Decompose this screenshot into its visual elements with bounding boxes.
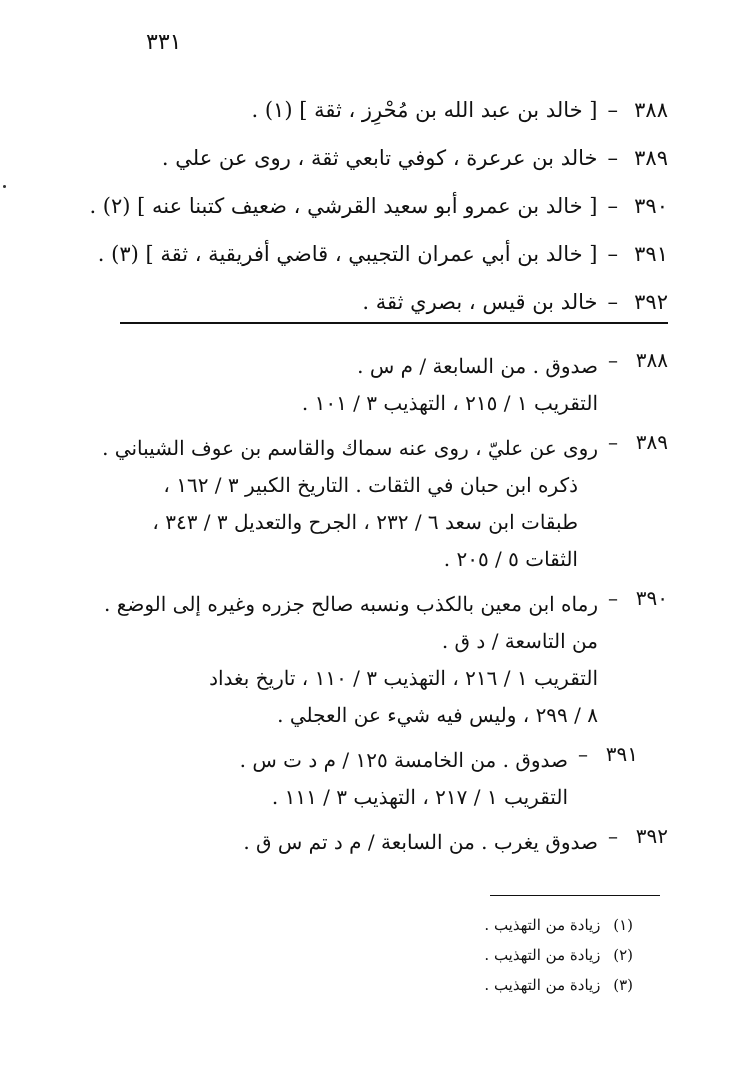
margin-mark [3, 185, 6, 188]
note-dash: – [608, 348, 618, 372]
note-392 [68, 824, 668, 861]
footnote-number: (١) [613, 916, 633, 934]
note-dash: – [608, 430, 618, 454]
entry-number: ٣٨٨ [634, 98, 668, 122]
note-number: ٣٨٨ [635, 348, 668, 372]
note-line: صدوق يغرب . من السابعة / م د تم س ق . [243, 830, 598, 854]
note-dash: – [578, 742, 588, 766]
entry-number: ٣٩٢ [634, 290, 668, 314]
entry-390 [68, 182, 668, 230]
entry-text: [ خالد بن عمرو أبو سعيد القرشي ، ضعيف كتبنا عنه ] (٢) . [89, 194, 598, 218]
entry-388 [68, 86, 668, 134]
note-number: ٣٨٩ [635, 430, 668, 454]
note-line: التقريب ١ / ٢١٦ ، التهذيب ٣ / ١١٠ ، تاريخ بغداد [209, 666, 598, 690]
footnote-text: زيادة من التهذيب . [484, 976, 601, 994]
footnote-1 [484, 910, 633, 940]
entry-text: خالد بن عرعرة ، كوفي تابعي ثقة ، روى عن علي . [161, 146, 598, 170]
note-388 [68, 348, 668, 422]
page-number: ٣٣١ [146, 30, 182, 55]
entry-dash: – [607, 242, 618, 266]
footnote-3 [484, 970, 633, 1000]
section-divider [120, 322, 668, 324]
entry-text: [ خالد بن أبي عمران التجيبي ، قاضي أفريقية ، ثقة ] (٣) . [97, 242, 598, 266]
entry-389 [68, 134, 668, 182]
note-line: صدوق . من السابعة / م س . [357, 354, 598, 378]
note-390 [68, 586, 668, 734]
entry-dash: – [607, 98, 618, 122]
entry-text: خالد بن قيس ، بصري ثقة . [362, 290, 598, 314]
note-line: من التاسعة / د ق . [441, 629, 598, 653]
note-line: طبقات ابن سعد ٦ / ٢٣٢ ، الجرح والتعديل ٣ / ٣٤٣ ، [152, 510, 578, 534]
note-line: التقريب ١ / ٢١٥ ، التهذيب ٣ / ١٠١ . [301, 391, 598, 415]
note-line: رماه ابن معين بالكذب ونسبه صالح جزره وغيره إلى الوضع . [103, 592, 598, 616]
note-line: ٨ / ٢٩٩ ، وليس فيه شيء عن العجلي . [277, 703, 598, 727]
footnote-text: زيادة من التهذيب . [484, 916, 601, 934]
note-number: ٣٩١ [605, 742, 638, 766]
footnote-number: (٢) [613, 946, 633, 964]
footnote-2 [484, 940, 633, 970]
entry-392 [68, 278, 668, 326]
footnote-divider [490, 895, 660, 896]
entry-text: [ خالد بن عبد الله بن مُحْرِز ، ثقة ] (١) . [251, 98, 598, 122]
entry-dash: – [607, 194, 618, 218]
note-line: الثقات ٥ / ٢٠٥ . [443, 547, 578, 571]
note-389 [68, 430, 668, 578]
note-number: ٣٩٠ [635, 586, 668, 610]
entry-dash: – [607, 290, 618, 314]
footnote-number: (٣) [613, 976, 633, 994]
note-line: التقريب ١ / ٢١٧ ، التهذيب ٣ / ١١١ . [271, 785, 568, 809]
note-line: روى عن عليّ ، روى عنه سماك والقاسم بن عوف الشيباني . [102, 436, 598, 460]
note-number: ٣٩٢ [635, 824, 668, 848]
note-line: صدوق . من الخامسة ١٢٥ / م د ت س . [239, 748, 568, 772]
footnotes [484, 910, 633, 1000]
main-entries [68, 86, 668, 326]
entry-number: ٣٨٩ [634, 146, 668, 170]
entry-number: ٣٩١ [634, 242, 668, 266]
footnote-text: زيادة من التهذيب . [484, 946, 601, 964]
note-dash: – [608, 586, 618, 610]
entry-dash: – [607, 146, 618, 170]
note-391 [68, 742, 668, 816]
entry-391 [68, 230, 668, 278]
note-dash: – [608, 824, 618, 848]
entry-number: ٣٩٠ [634, 194, 668, 218]
note-line: ذكره ابن حبان في الثقات . التاريخ الكبير ٣ / ١٦٢ ، [163, 473, 578, 497]
commentary-notes [68, 348, 668, 869]
